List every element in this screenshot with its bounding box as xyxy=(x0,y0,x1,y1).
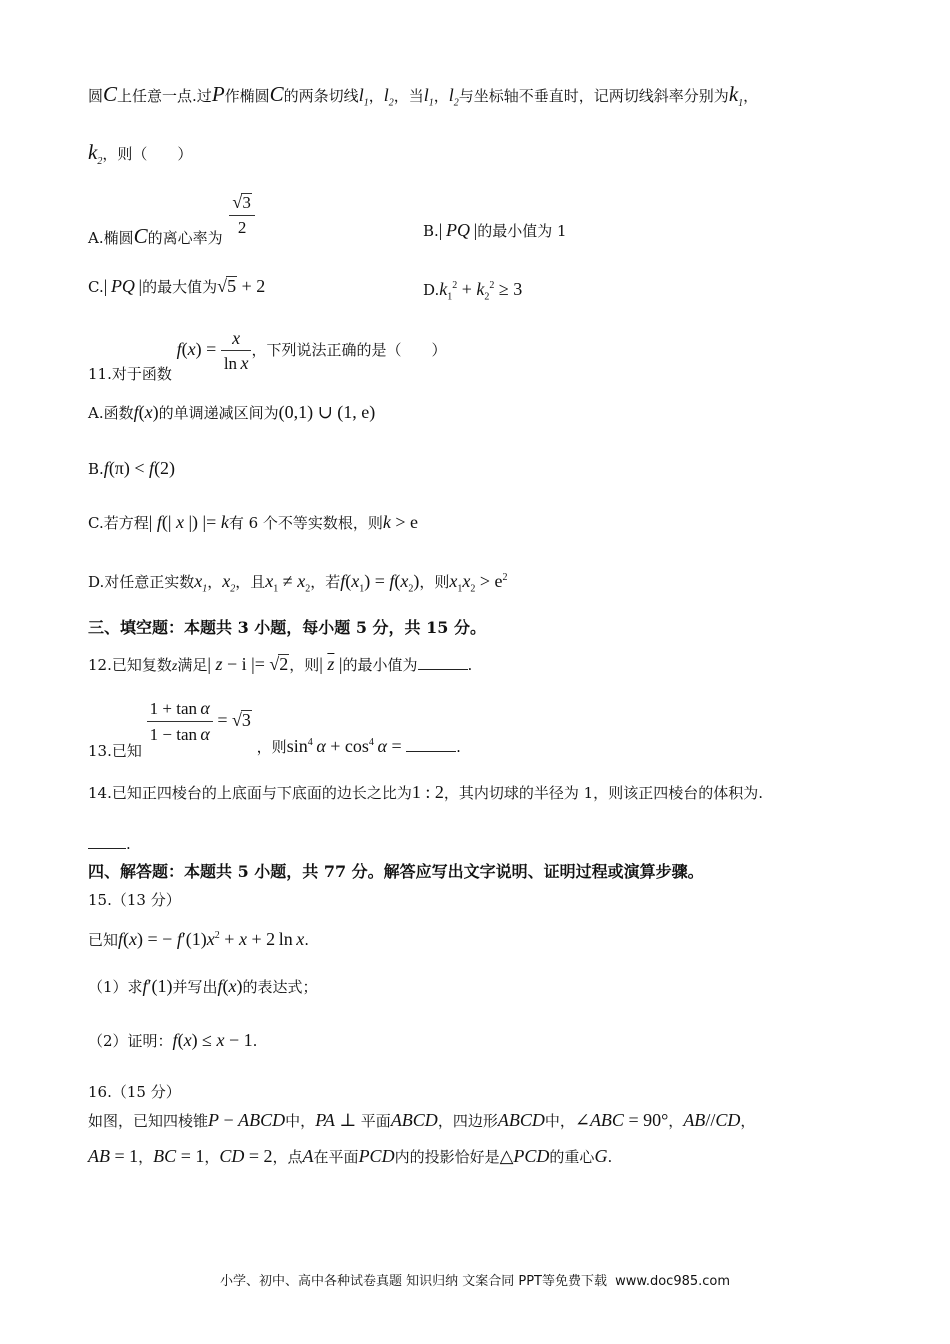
q14: 14.已知正四棱台的上底面与下底面的边长之比为1 : 2，其内切球的半径为 1，则该正四棱台的体积为. xyxy=(88,782,763,802)
q15-heading: 15.（13 分） xyxy=(88,891,181,909)
page-footer xyxy=(0,1270,950,1289)
q11-option-d: D.对任意正实数$x_1$，$x_2$，且$x_1 \ne x_2$，若$f(x_1) = f(x_2)$，则$x_1x_2 > e^2$ xyxy=(88,571,508,595)
q11-option-a: A.函数f(x)的单调递减区间为(0,1) ∪ (1, e) xyxy=(88,402,376,422)
q13: 13.已知 $\frac{\text{1 + tan α}}{\text{1 − tan α}}$ = √3 ，则$\sin^4 \alpha + \cos^4 \alpha$ = . xyxy=(88,698,461,760)
section-4-heading: 四、解答题：本题共 5 小题，共 77 分。解答应写出文字说明、证明过程或演算步骤。 xyxy=(88,862,704,881)
q15-part-2: （2）证明：f(x) ≤ x − 1. xyxy=(88,1030,258,1050)
q10-option-c: C.| PQ |的最大值为√5 + 2 xyxy=(88,276,266,296)
section-3-heading: 三、填空题：本题共 3 小题，每小题 5 分，共 15 分。 xyxy=(88,618,486,637)
q12: 12.已知复数z满足| z − i |= √2，则| $\overline{z}$ |的最小值为 . xyxy=(88,654,473,674)
q11-option-c: C.若方程| f(| x |) |= k有 6 个不等实数根，则k > e xyxy=(88,512,419,532)
q10-stem-line1: 圆C上任意一点.过P作椭圆C的两条切线$l_1$，$l_2$，当$l_1$，$l_2$与坐标轴不垂直时，记两切线斜率分别为$k_1$， xyxy=(88,82,759,110)
footer-text: 小学、初中、高中各种试卷真题 知识归纳 文案合同 PPT等免费下载 xyxy=(219,1274,607,1289)
q16-line1: 如图，已知四棱锥P − ABCD中，PA ⊥ 平面ABCD，四边形ABCD中，∠ABC = 90°，AB//CD， xyxy=(88,1110,756,1130)
q11-stem: 11.对于函数 f(x) = $\frac{x}{\text{ln x}}$ ，下列说法正确的是（ ） xyxy=(88,328,447,383)
q10-option-a: A.椭圆C的离心率为 $\frac{√3}{2}$ xyxy=(88,192,255,238)
q10-option-b: B.| PQ |的最小值为 1 xyxy=(423,220,567,240)
q16-heading: 16.（15 分） xyxy=(88,1083,181,1101)
q15-given: 已知f(x) = − $f'(1)x^2 + x + 2$ ln x. xyxy=(88,929,310,949)
footer-site-link[interactable]: www.doc985.com xyxy=(615,1274,731,1289)
q11-option-b: B.f(π) < f(2) xyxy=(88,458,176,478)
q10-stem-line2: $k_2$，则（ ） xyxy=(88,140,193,168)
q14-answer-blank: . xyxy=(88,834,131,854)
q15-part-1: （1）求f′(1)并写出f(x)的表达式； xyxy=(88,976,318,996)
q16-line2: AB = 1，BC = 1，CD = 2，点A在平面PCD内的投影恰好是△PCD的重心G. xyxy=(88,1146,613,1166)
q10-option-d: $D.k_1^2 + k_2^2 \ge 3$ xyxy=(423,279,523,303)
